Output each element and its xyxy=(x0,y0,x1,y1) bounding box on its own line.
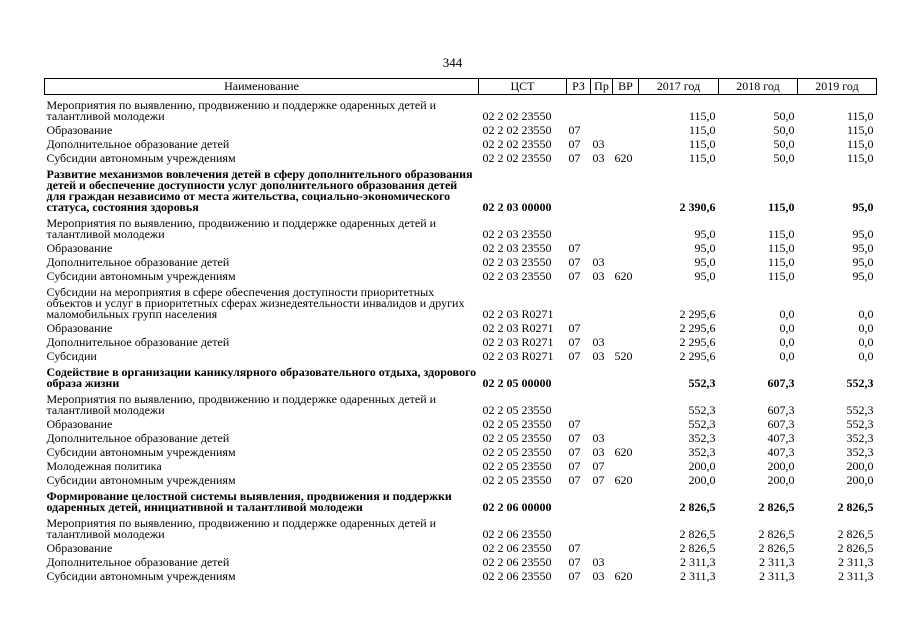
cell-rz xyxy=(567,282,591,320)
cell-rz: 07 xyxy=(568,569,581,583)
cell-name: Субсидии xyxy=(46,349,97,363)
cell-2017: 552,3 xyxy=(688,376,716,390)
cell-vr xyxy=(613,320,639,334)
cell-vr: 620 xyxy=(614,445,633,459)
cell-2019: 95,0 xyxy=(852,227,874,241)
header-vr: ВР xyxy=(613,79,639,95)
cell-name: Мероприятия по выявлению, продвижению и поддержке одаренных детей и талантливой молодежи xyxy=(46,392,437,417)
cell-cst: 02 2 06 23550 xyxy=(482,569,552,583)
cell-2017: 352,3 xyxy=(688,445,716,459)
table-row xyxy=(45,486,877,513)
cell-2019: 200,0 xyxy=(846,473,874,487)
cell-pr xyxy=(591,389,613,416)
table-row xyxy=(45,416,877,430)
cell-rz xyxy=(567,213,591,240)
cell-pr xyxy=(591,164,613,213)
cell-name: Дополнительное образование детей xyxy=(46,431,230,445)
cell-cst: 02 2 06 23550 xyxy=(482,555,552,569)
cell-2018: 50,0 xyxy=(773,151,795,165)
cell-2017: 2 826,5 xyxy=(679,500,716,514)
cell-pr: 03 xyxy=(592,445,605,459)
cell-name: Субсидии автономным учреждениям xyxy=(46,445,236,459)
cell-2018: 115,0 xyxy=(767,241,795,255)
cell-2017: 552,3 xyxy=(688,417,716,431)
cell-name: Мероприятия по выявлению, продвижению и поддержке одаренных детей и талантливой молодежи xyxy=(46,516,437,541)
cell-2018: 50,0 xyxy=(773,137,795,151)
cell-name: Образование xyxy=(46,241,113,255)
cell-vr xyxy=(613,362,639,389)
budget-table xyxy=(44,78,877,582)
cell-2019: 200,0 xyxy=(846,459,874,473)
cell-2018: 115,0 xyxy=(768,200,795,214)
cell-pr: 03 xyxy=(592,431,605,445)
cell-2017: 2 295,6 xyxy=(679,335,716,349)
cell-2019: 352,3 xyxy=(846,431,874,445)
cell-pr xyxy=(591,213,613,240)
cell-name: Молодежная политика xyxy=(46,459,162,473)
cell-vr xyxy=(613,122,639,136)
cell-rz: 07 xyxy=(568,123,581,137)
cell-2019: 352,3 xyxy=(846,445,874,459)
table-row xyxy=(45,268,877,282)
cell-cst: 02 2 05 23550 xyxy=(482,445,552,459)
cell-name: Мероприятия по выявлению, продвижению и поддержке одаренных детей и талантливой молодежи xyxy=(46,98,437,123)
cell-2017: 2 826,5 xyxy=(679,541,716,555)
table-row xyxy=(45,458,877,472)
table-row xyxy=(45,348,877,362)
cell-vr: 620 xyxy=(614,151,633,165)
cell-name: Образование xyxy=(46,417,113,431)
cell-2018: 607,3 xyxy=(767,403,795,417)
cell-vr xyxy=(613,513,639,540)
cell-2017: 2 295,6 xyxy=(679,349,716,363)
table-row xyxy=(45,540,877,554)
cell-pr: 03 xyxy=(592,255,605,269)
cell-2018: 200,0 xyxy=(767,473,795,487)
cell-pr: 03 xyxy=(592,555,605,569)
cell-pr xyxy=(591,362,613,389)
table-row xyxy=(45,362,877,389)
cell-cst: 02 2 03 R0271 xyxy=(482,321,554,335)
cell-2018: 50,0 xyxy=(773,123,795,137)
cell-cst: 02 2 03 23550 xyxy=(482,269,552,283)
cell-2018: 2 826,5 xyxy=(758,500,795,514)
cell-2017: 2 826,5 xyxy=(679,527,716,541)
cell-2019: 2 311,3 xyxy=(837,555,874,569)
header-name: Наименование xyxy=(45,79,479,95)
cell-cst: 02 2 03 23550 xyxy=(482,255,552,269)
header-pr: Пр xyxy=(591,79,613,95)
cell-2017: 200,0 xyxy=(688,473,716,487)
cell-2017: 2 295,6 xyxy=(679,307,716,321)
table-row xyxy=(45,282,877,320)
cell-vr: 520 xyxy=(614,349,633,363)
cell-name: Формирование целостной системы выявления, продвижения и поддержки одаренных детей, инициативной и талантливой молодежи xyxy=(46,489,452,514)
cell-rz: 07 xyxy=(568,459,581,473)
cell-2017: 115,0 xyxy=(688,151,716,165)
cell-vr xyxy=(613,282,639,320)
cell-pr: 07 xyxy=(592,459,605,473)
cell-cst: 02 2 02 23550 xyxy=(482,151,552,165)
cell-2017: 2 390,6 xyxy=(679,200,716,214)
cell-2018: 0,0 xyxy=(779,349,795,363)
cell-rz xyxy=(567,95,591,123)
table-header-row xyxy=(45,79,877,95)
cell-2019: 552,3 xyxy=(846,403,874,417)
cell-2019: 2 826,5 xyxy=(837,541,874,555)
cell-2017: 95,0 xyxy=(694,227,716,241)
cell-cst: 02 2 06 23550 xyxy=(482,541,552,555)
cell-pr xyxy=(591,122,613,136)
cell-2019: 115,0 xyxy=(846,109,874,123)
cell-pr xyxy=(591,320,613,334)
cell-2017: 200,0 xyxy=(688,459,716,473)
cell-2018: 115,0 xyxy=(767,269,795,283)
cell-name: Содействие в организации каникулярного образовательного отдыха, здорового образа жизни xyxy=(46,365,477,390)
header-2017: 2017 год xyxy=(639,79,719,95)
cell-pr: 03 xyxy=(592,349,605,363)
cell-2018: 0,0 xyxy=(779,307,795,321)
cell-vr xyxy=(613,136,639,150)
cell-rz xyxy=(567,362,591,389)
cell-rz: 07 xyxy=(568,473,581,487)
table-row xyxy=(45,95,877,123)
cell-vr: 620 xyxy=(614,569,633,583)
cell-vr xyxy=(613,540,639,554)
cell-pr xyxy=(591,486,613,513)
cell-2019: 115,0 xyxy=(846,151,874,165)
cell-2019: 115,0 xyxy=(846,137,874,151)
cell-rz xyxy=(567,164,591,213)
cell-cst: 02 2 03 R0271 xyxy=(482,349,554,363)
cell-2018: 407,3 xyxy=(767,445,795,459)
cell-2018: 2 311,3 xyxy=(758,569,795,583)
table-row xyxy=(45,513,877,540)
cell-2018: 200,0 xyxy=(767,459,795,473)
cell-rz: 07 xyxy=(568,151,581,165)
header-rz: РЗ xyxy=(567,79,591,95)
cell-rz: 07 xyxy=(568,241,581,255)
cell-pr: 07 xyxy=(592,473,605,487)
cell-rz: 07 xyxy=(568,255,581,269)
cell-pr xyxy=(591,540,613,554)
table-row xyxy=(45,444,877,458)
table-row xyxy=(45,389,877,416)
cell-name: Дополнительное образование детей xyxy=(46,255,230,269)
cell-2019: 2 826,5 xyxy=(837,500,874,514)
cell-rz: 07 xyxy=(568,541,581,555)
cell-2019: 2 826,5 xyxy=(837,527,874,541)
cell-rz xyxy=(567,513,591,540)
cell-cst: 02 2 02 23550 xyxy=(482,123,552,137)
cell-2019: 0,0 xyxy=(858,335,874,349)
cell-cst: 02 2 03 R0271 xyxy=(482,335,554,349)
cell-2017: 2 311,3 xyxy=(679,569,716,583)
cell-2017: 352,3 xyxy=(688,431,716,445)
cell-name: Дополнительное образование детей xyxy=(46,335,230,349)
cell-vr xyxy=(613,389,639,416)
table-row xyxy=(45,472,877,486)
cell-name: Субсидии автономным учреждениям xyxy=(46,569,236,583)
cell-2018: 115,0 xyxy=(767,227,795,241)
cell-cst: 02 2 05 23550 xyxy=(482,417,552,431)
cell-pr: 03 xyxy=(592,137,605,151)
cell-2019: 2 311,3 xyxy=(837,569,874,583)
cell-name: Образование xyxy=(46,321,113,335)
cell-name: Субсидии на мероприятия в сфере обеспечения доступности приоритетных объектов и услуг в приоритетных сферах жизнедеятельности инвалидов и других маломобильных групп населения xyxy=(46,285,465,321)
cell-cst: 02 2 02 23550 xyxy=(482,137,552,151)
table-row xyxy=(45,334,877,348)
cell-rz: 07 xyxy=(568,555,581,569)
cell-vr xyxy=(613,254,639,268)
cell-pr: 03 xyxy=(592,335,605,349)
cell-name: Субсидии автономным учреждениям xyxy=(46,473,236,487)
cell-2018: 407,3 xyxy=(767,431,795,445)
cell-2018: 607,3 xyxy=(767,417,795,431)
cell-vr xyxy=(613,95,639,123)
cell-vr: 620 xyxy=(614,473,633,487)
cell-vr xyxy=(613,486,639,513)
cell-rz: 07 xyxy=(568,417,581,431)
cell-pr: 03 xyxy=(592,569,605,583)
cell-name: Образование xyxy=(46,123,113,137)
cell-cst: 02 2 03 R0271 xyxy=(482,307,554,321)
page-number: 344 xyxy=(442,55,463,70)
cell-pr: 03 xyxy=(592,151,605,165)
cell-2018: 50,0 xyxy=(773,109,795,123)
cell-cst: 02 2 03 23550 xyxy=(482,227,552,241)
cell-pr xyxy=(591,240,613,254)
table-row xyxy=(45,554,877,568)
cell-2018: 0,0 xyxy=(779,335,795,349)
table-row xyxy=(45,568,877,582)
table-row xyxy=(45,122,877,136)
cell-2017: 115,0 xyxy=(688,109,716,123)
cell-name: Развитие механизмов вовлечения детей в сферу дополнительного образования детей и обеспечение доступности услуг дополнительного образования детей для граждан независимо от места жительства, социально-экономического статуса, состояния здоровья xyxy=(46,167,473,214)
cell-2019: 95,0 xyxy=(852,200,874,214)
cell-vr xyxy=(613,430,639,444)
cell-vr xyxy=(613,164,639,213)
cell-cst: 02 2 05 00000 xyxy=(482,376,552,390)
cell-rz: 07 xyxy=(568,269,581,283)
cell-cst: 02 2 05 23550 xyxy=(482,403,552,417)
cell-2017: 95,0 xyxy=(694,241,716,255)
table-row xyxy=(45,240,877,254)
header-2019: 2019 год xyxy=(798,79,877,95)
cell-vr xyxy=(613,458,639,472)
cell-2017: 552,3 xyxy=(688,403,716,417)
cell-2017: 115,0 xyxy=(688,137,716,151)
cell-rz: 07 xyxy=(568,349,581,363)
cell-rz xyxy=(567,389,591,416)
cell-rz: 07 xyxy=(568,445,581,459)
cell-2018: 115,0 xyxy=(767,255,795,269)
cell-2017: 95,0 xyxy=(694,255,716,269)
cell-vr xyxy=(613,554,639,568)
cell-2018: 2 826,5 xyxy=(758,527,795,541)
cell-name: Субсидии автономным учреждениям xyxy=(46,269,236,283)
cell-2019: 95,0 xyxy=(852,269,874,283)
table-body xyxy=(45,95,877,583)
cell-2018: 2 826,5 xyxy=(758,541,795,555)
cell-2018: 2 311,3 xyxy=(758,555,795,569)
cell-2018: 607,3 xyxy=(767,376,795,390)
cell-name: Дополнительное образование детей xyxy=(46,137,230,151)
table-row xyxy=(45,213,877,240)
cell-vr xyxy=(613,213,639,240)
cell-cst: 02 2 03 23550 xyxy=(482,241,552,255)
cell-vr: 620 xyxy=(614,269,633,283)
cell-cst: 02 2 02 23550 xyxy=(482,109,552,123)
cell-pr xyxy=(591,416,613,430)
cell-cst: 02 2 06 00000 xyxy=(482,500,552,514)
header-2018: 2018 год xyxy=(719,79,798,95)
cell-2019: 552,3 xyxy=(846,417,874,431)
cell-2019: 0,0 xyxy=(858,349,874,363)
cell-cst: 02 2 05 23550 xyxy=(482,473,552,487)
table-row xyxy=(45,320,877,334)
cell-pr xyxy=(591,513,613,540)
cell-cst: 02 2 05 23550 xyxy=(482,459,552,473)
cell-name: Субсидии автономным учреждениям xyxy=(46,151,236,165)
header-cst: ЦСТ xyxy=(479,79,567,95)
table-row xyxy=(45,254,877,268)
cell-vr xyxy=(613,334,639,348)
cell-pr xyxy=(591,95,613,123)
cell-rz: 07 xyxy=(568,431,581,445)
cell-cst: 02 2 06 23550 xyxy=(482,527,552,541)
cell-name: Образование xyxy=(46,541,113,555)
cell-name: Дополнительное образование детей xyxy=(46,555,230,569)
cell-cst: 02 2 05 23550 xyxy=(482,431,552,445)
table-row xyxy=(45,150,877,164)
cell-pr: 03 xyxy=(592,269,605,283)
table-row xyxy=(45,430,877,444)
cell-2019: 95,0 xyxy=(852,255,874,269)
cell-2019: 0,0 xyxy=(858,321,874,335)
cell-vr xyxy=(613,416,639,430)
cell-rz: 07 xyxy=(568,335,581,349)
table-row xyxy=(45,136,877,150)
cell-pr xyxy=(591,282,613,320)
cell-2019: 0,0 xyxy=(858,307,874,321)
cell-2018: 0,0 xyxy=(779,321,795,335)
cell-rz xyxy=(567,486,591,513)
cell-2017: 2 295,6 xyxy=(679,321,716,335)
cell-2019: 115,0 xyxy=(846,123,874,137)
cell-rz: 07 xyxy=(568,137,581,151)
cell-2019: 95,0 xyxy=(852,241,874,255)
cell-name: Мероприятия по выявлению, продвижению и поддержке одаренных детей и талантливой молодежи xyxy=(46,216,437,241)
cell-2017: 2 311,3 xyxy=(679,555,716,569)
cell-vr xyxy=(613,240,639,254)
cell-2019: 552,3 xyxy=(846,376,874,390)
cell-cst: 02 2 03 00000 xyxy=(482,200,552,214)
cell-2017: 95,0 xyxy=(694,269,716,283)
cell-rz: 07 xyxy=(568,321,581,335)
table-row xyxy=(45,164,877,213)
cell-2017: 115,0 xyxy=(688,123,716,137)
